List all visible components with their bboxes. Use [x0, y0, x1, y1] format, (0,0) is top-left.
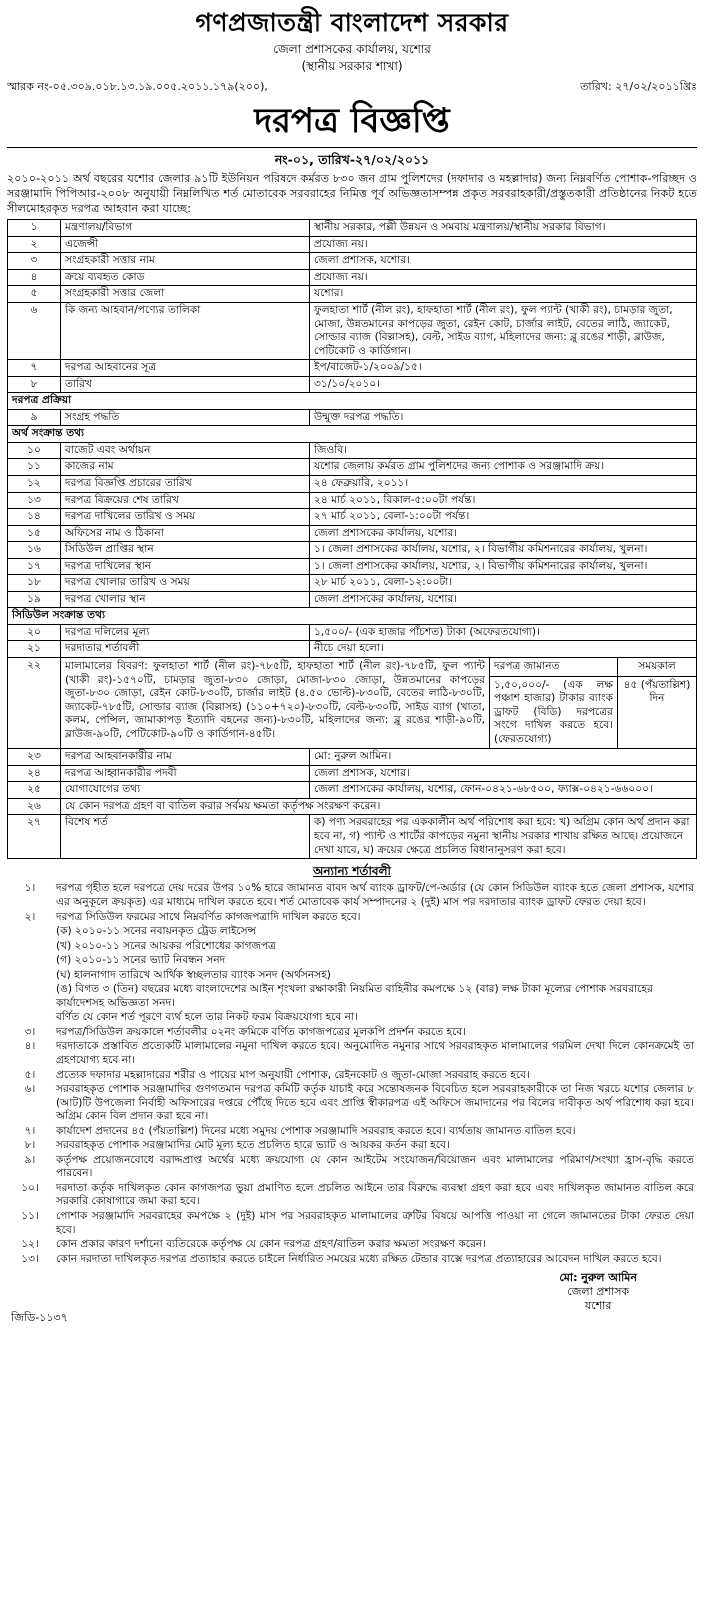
- header: [7, 8, 697, 75]
- reference-line: [7, 80, 697, 94]
- condition-text: দরপত্র গৃহীত হলে দরপত্রে দেয় দরের উপর ১০% হারে জামানত বাবদ অর্থ ব্যাংক ড্রাফট/পে-অর্ডার (যে কোন সিডিউল ব্যাংক হতে জেলা প্রশাসক, যশোর এর অনুকূলে ক্রয়কৃত) এর মাধ্যমে দাখিল করতে হবে। শর্ত মোতাবেক কার্য সম্পাদনের ২ (দুই) মাস পর দরদাতার ব্যাংক ড্রাফট ফেরত দেয়া হবে।: [56, 882, 694, 908]
- row-label: সিডিউল প্রাপ্তির স্থান: [61, 542, 310, 559]
- condition-item: [7, 1182, 697, 1210]
- row-label: দরপত্র দলিলের মূল্য: [61, 624, 310, 641]
- row-number: ১৯: [8, 591, 61, 608]
- guarantee-heading: দরপত্র জামানত: [490, 658, 618, 676]
- row-number: ২০: [8, 624, 61, 641]
- item-details-table: [61, 658, 696, 748]
- table-row: [8, 657, 697, 748]
- row-label: দরপত্র আহবানের সূত্র: [61, 360, 310, 377]
- sub-item-text: (ঘ) হালনাগাদ তারিখে আর্থিক স্বচ্ছলতার ব্যাংক সনদ (অর্থসনসহ): [56, 968, 331, 981]
- condition-sub-item: [7, 954, 697, 969]
- row-value: ফুলহাতা শার্ট (নীল রং), হাফহাতা শার্ট (নীল রং), ফুল প্যান্ট (খাকী রং), চামড়ার জুতা, মোজা, উন্নতমানের কাপড়ের জুতা, রেইন কোট, চার্জার লাইট, বেতের লাঠি, জ্যাকেট, সোল্ডার ব্যাজ (বিল্লাসহ), বেল্ট, সাইড ব্যাগ, মহিলাদের জন্য: ব্লু রঙের শাড়ী, ব্লাউজ, পেটিকোট ও কার্ডিগান।: [310, 302, 697, 359]
- condition-text: কার্যাদেশ প্রদানের ৪৫ (পঁয়তাল্লিশ) দিনের মধ্যে সমুদয় পোশাক সরঞ্জামাদি সরবরাহ করতে হবে। ব্যর্থতায় জামানত বাতিল হবে।: [56, 1124, 576, 1137]
- row-label: দরপত্র খোলার স্থান: [61, 591, 310, 608]
- condition-item: [7, 911, 697, 926]
- table-row: [8, 558, 697, 575]
- row-label: অফিসের নাম ও ঠিকানা: [61, 525, 310, 542]
- row-number: ৯: [8, 409, 61, 426]
- signature-block: [559, 1271, 637, 1313]
- row-value: ২৭ মার্চ ২০১১, বেলা-১:০০টা পর্যন্ত।: [310, 509, 697, 526]
- row-value: জেলা প্রশাসক, যশোর।: [310, 765, 697, 782]
- row-number: ৮: [8, 376, 61, 393]
- table-row: [8, 591, 697, 608]
- table-row: [8, 525, 697, 542]
- section-label: সিডিউল সংক্রান্ত তথ্য: [8, 608, 697, 625]
- condition-item: [7, 1083, 697, 1125]
- condition-number: ১২।: [21, 1238, 39, 1251]
- row-label: দরপত্র দাখিলের তারিখ ও সময়: [61, 509, 310, 526]
- memo-date: তারিখ: ২৭/০২/২০১১খ্রিঃ: [580, 79, 697, 93]
- row-value: জেলা প্রশাসকের কার্যালয়, যশোর।: [310, 525, 697, 542]
- table-row: [8, 376, 697, 393]
- row-label: কাজের নাম: [61, 459, 310, 476]
- condition-number: ১৩।: [21, 1252, 39, 1265]
- row-number: ১৮: [8, 575, 61, 592]
- condition-number: ১০।: [21, 1181, 39, 1194]
- condition-item: [7, 1026, 697, 1041]
- condition-sub-item: [7, 1011, 697, 1026]
- condition-sub-item: [7, 940, 697, 955]
- condition-text: কোন দরদাতা দাখিলকৃত দরপত্র প্রত্যাহার করতে চাইলে নির্ধারিত সময়ের মধ্যে রক্ষিত টেন্ডার বাক্সে দরপত্র প্রত্যাহারের আবেদন দাখিল করতে হবে।: [56, 1252, 662, 1265]
- condition-item: [7, 1253, 697, 1268]
- condition-text: কর্তৃপক্ষ প্রয়োজনবোধে বরাদ্দপ্রাপ্ত অর্থের মধ্যে ক্রয়যোগ্য যে কোন আইটেম সংযোজন/বিয়োজন এবং মালামালের পরিমাণ/সংখ্যা হ্রাস-বৃদ্ধি করতে পারবেন।: [56, 1153, 694, 1180]
- signatory-name: মো: নুরুল আমিন: [559, 1271, 637, 1285]
- row-label: দরদাতার শর্তাবলী: [61, 641, 310, 658]
- row-value: জিওবি।: [310, 442, 697, 459]
- row-value: ১,৫০০/- (এক হাজার পাঁচশত) টাকা (অফেরতযোগ্য)।: [310, 624, 697, 641]
- condition-item: [7, 1069, 697, 1084]
- table-row: [8, 459, 697, 476]
- table-row: [8, 442, 697, 459]
- row-number: ১৪: [8, 509, 61, 526]
- row-number: ২১: [8, 641, 61, 658]
- row-value: ১। জেলা প্রশাসকের কার্যালয়, যশোর, ২। বিভাগীয় কমিশনারের কার্যালয়, খুলনা।: [310, 542, 697, 559]
- table-row: [8, 475, 697, 492]
- row-label: দরপত্র বিজ্ঞপ্তি প্রচারের তারিখ: [61, 475, 310, 492]
- condition-sub-item: [7, 925, 697, 940]
- row-value: মো: নুরুল আমিন।: [310, 749, 697, 766]
- section-label: দরপত্র প্রক্রিয়া: [8, 393, 697, 410]
- table-row: [8, 269, 697, 286]
- condition-text: সরবরাহকৃত পোশাক সরঞ্জামাদির মোট মূল্য হতে প্রচলিত হারে ভ্যাট ও আয়কর কর্তন করা হবে।: [56, 1139, 450, 1152]
- other-conditions-title: অন্যান্য শর্তাবলী: [313, 864, 391, 879]
- row-number: ৭: [8, 360, 61, 377]
- item-description: মালামালের বিবরণ: ফুলহাতা শার্ট (নীল রং)-৭৮৫টি, হাফহাতা শার্ট (নীল রং)-৭৮৫টি, ফুল প্যান্ট (খাকী রং)-১৫৭০টি, চামড়ার জুতা-৮৩০ জোড়া, মোজা-৮৩০ জোড়া, উন্নতমানের কাপড়ের জুতা-৮৩০ জোড়া, রেইন কোট-৮৩০টি, চার্জার লাইট (৪.৫০ ভোল্ট)-৮৩০টি, বেতের লাঠি-৮৩০টি, জ্যাকেট-৭৮৫টি, সোল্ডার ব্যাজ (বিল্লাসহ) (১১০+৭২০)-৮৩০টি, বেল্ট-৮৩০টি, সাইড ব্যাগ (খাতা, কলম, পেন্সিল, জামাকাপড় ইত্যাদি বহনের জন্য)-৮৩০টি, মহিলাদের জন্য: ব্লু রঙের শাড়ী-৯০টি, ব্লাউজ-৯০টি, পেটিকোট-৯০টি ও কার্ডিগান-৪৫টি।: [65, 659, 485, 740]
- row-value: জেলা প্রশাসকের কার্যালয়, যশোর, ফোন-০৪২১-৬৮৫০০, ফ্যাক্স-০৪২১-৬৬০০০।: [310, 782, 697, 799]
- condition-item: [7, 1210, 697, 1238]
- condition-number: ৪।: [24, 1040, 36, 1053]
- row-number: ১০: [8, 442, 61, 459]
- row-number: ২৪: [8, 765, 61, 782]
- page-title: দরপত্র বিজ্ঞপ্তি: [254, 100, 450, 141]
- row-label: দরপত্র বিক্রয়ের শেষ তারিখ: [61, 492, 310, 509]
- branch-name: (স্থানীয় সরকার শাখা): [301, 59, 403, 74]
- row-number: ১৩: [8, 492, 61, 509]
- table-row: [8, 641, 697, 658]
- condition-text: দরপত্র সিডিউল ফরমের সাথে নিম্নবর্ণিত কাগজপত্রাদি দাখিল করতে হবে।: [56, 910, 361, 923]
- table-row: [8, 749, 697, 766]
- condition-sub-item: [7, 969, 697, 984]
- row-number: ১২: [8, 475, 61, 492]
- table-row: [8, 236, 697, 253]
- row-label: বাজেট এবং অর্থায়ন: [61, 442, 310, 459]
- condition-number: ৬।: [24, 1083, 36, 1096]
- table-row: [8, 509, 697, 526]
- table-row: [8, 624, 697, 641]
- row-label: এজেন্সী: [61, 236, 310, 253]
- row-number: ২৭: [8, 815, 61, 859]
- row-value: স্থানীয় সরকার, পল্লী উন্নয়ন ও সমবায় মন্ত্রণালয়/স্থানীয় সরকার বিভাগ।: [310, 220, 697, 237]
- condition-number: ৫।: [24, 1068, 36, 1081]
- row-label: সংগ্রহ পদ্ধতি: [61, 409, 310, 426]
- row-number: ২৫: [8, 782, 61, 799]
- row-value: প্রযোজ্য নয়।: [310, 236, 697, 253]
- row-value: যশোর জেলায় কর্মরত গ্রাম পুলিশদের জন্য পোশাক ও সরঞ্জামাদি ক্রয়।: [310, 459, 697, 476]
- footer-code: জিডি-১১৩৭: [11, 1311, 68, 1325]
- condition-sub-item: [7, 983, 697, 1011]
- condition-number: ৭।: [24, 1124, 36, 1137]
- tender-notice-page: [7, 0, 697, 1327]
- condition-text: কোন প্রকার কারণ দর্শানো ব্যতিরেকে কর্তৃপক্ষ যে কোন দরপত্র গ্রহণ/বাতিল করার ক্ষমতা সংরক্ষণ করেন।: [56, 1238, 487, 1251]
- row-number: ১৬: [8, 542, 61, 559]
- row-text: যে কোন দরপত্র গ্রহণ বা বাতিল করার সর্বময় ক্ষমতা কর্তৃপক্ষ সংরক্ষণ করেন।: [61, 798, 697, 815]
- row-value: ক) পণ্য সরবরাহের পর এককালীন অর্থ পরিশোধ করা হবে: খ) অগ্রিম কোন অর্থ প্রদান করা হবে না, গ) প্যান্ট ও শার্টের কাপড়ের নমুনা স্থানীয় সরকার শাখায় রক্ষিত আছে। প্রয়োজনে দেখা যাবে, ঘ) ক্রয়ের ক্ষেত্রে প্রচলিত বিধানানুসরণ করা হবে।: [310, 815, 697, 859]
- duration-value: ৪৫ (পঁয়তাল্লিশ) দিন: [618, 676, 697, 748]
- row-number: ৬: [8, 302, 61, 359]
- table-row: [8, 220, 697, 237]
- notice-number: নং-০১, তারিখ-২৭/০২/২০১১: [274, 151, 430, 167]
- row-value: প্রযোজ্য নয়।: [310, 269, 697, 286]
- condition-text: পোশাক সরঞ্জামাদি সরবরাহের কমপক্ষে ২ (দুই) মাস পর সরবরাহকৃত মালামালের ত্রুটির বিষয়ে আপত্তি পাওয়া না গেলে জামানতের টাকা ফেরত দেয়া হবে।: [56, 1210, 694, 1236]
- row-value: ২৪ মার্চ ২০১১, বিকাল-৫:০০টা পর্যন্ত।: [310, 492, 697, 509]
- row-value: উন্মুক্ত দরপত্র পদ্ধতি।: [310, 409, 697, 426]
- row-label: দরপত্র আহবানকারীর নাম: [61, 749, 310, 766]
- table-row: [8, 765, 697, 782]
- row-value: জেলা প্রশাসকের কার্যালয়, যশোর।: [310, 591, 697, 608]
- sub-item-text: (ক) ২০১০-১১ সনের নবায়নকৃত ট্রেড লাইসেন্স: [56, 925, 256, 938]
- table-row: [8, 286, 697, 303]
- row-value: ২৮ মার্চ ২০১১, বেলা-১২:০০টা।: [310, 575, 697, 592]
- table-row: [8, 575, 697, 592]
- table-row: [8, 815, 697, 859]
- condition-number: ৩।: [24, 1025, 36, 1038]
- row-number: ২: [8, 236, 61, 253]
- condition-item: [7, 1154, 697, 1182]
- condition-item: [7, 1139, 697, 1154]
- row-number: ১৫: [8, 525, 61, 542]
- signatory-place: যশোর: [584, 1299, 612, 1313]
- condition-text: দরদাতা কর্তৃক দাখিলকৃত কোন কাগজপত্র ভুয়া প্রমাণিত হলে প্রচলিত আইনে তার বিরুদ্ধে ব্যবস্থা গ্রহণ করা হবে এবং দাখিলকৃত জামানত বাতিল করে সরকারি কোষাগারে জমা করা হবে।: [56, 1181, 694, 1208]
- row-number: ৪: [8, 269, 61, 286]
- guarantee-value: ১,৫০,০০০/- (এক লক্ষ পঞ্চাশ হাজার) টাকার ব্যাংক ড্রাফট (বিডি) দরপত্রের সংগে দাখিল করতে হবে। (ফেরতযোগ্য): [490, 676, 618, 748]
- condition-number: ২।: [24, 910, 36, 923]
- row-number: ২২: [8, 657, 61, 748]
- row-value: জেলা প্রশাসক, যশোর।: [310, 253, 697, 270]
- table-row: [8, 360, 697, 377]
- condition-item: [7, 882, 697, 910]
- condition-text: প্রত্যেক দফাদার মহল্লাদারের শরীর ও পায়ের মাপ অনুযায়ী পোশাক, রেইনকোট ও জুতা-মোজা সরবরাহ করতে হবে।: [56, 1068, 530, 1081]
- row-label: বিশেষ শর্ত: [61, 815, 310, 859]
- section-row: [8, 608, 697, 625]
- row-label: দরপত্র আহ্বানকারীর পদবী: [61, 765, 310, 782]
- duration-heading: সময়কাল: [618, 658, 697, 676]
- row-number: ৩: [8, 253, 61, 270]
- row-number: ১১: [8, 459, 61, 476]
- condition-number: ১১।: [21, 1210, 39, 1223]
- row-number: ২৬: [8, 798, 61, 815]
- memo-number: স্মারক নং-০৫.৩০৯.০১৮.১৩.১৯.০০৫.২০১১.১৭৯(২০০),: [7, 79, 268, 93]
- section-row: [8, 393, 697, 410]
- row-number: ১৭: [8, 558, 61, 575]
- row-label: তারিখ: [61, 376, 310, 393]
- section-row: [8, 426, 697, 443]
- row-value: ৩১/১০/২০১০।: [310, 376, 697, 393]
- tender-table: [7, 219, 697, 859]
- condition-text: সরবরাহকৃত পোশাক সরঞ্জামাদির গুণগতমান দরপত্র কমিটি কর্তৃক যাচাই করে সন্তোষজনক বিবেচিত হলে সরবরাহকারীকে তা নিজ খরচে যশোর জেলার ৮ (আট)টি উপজেলা নির্বাহী অফিসারের দপ্তরে পৌঁছে দিতে হবে এবং প্রাপ্তি স্বীকারপত্র এই অফিসে জমাদানের পর বিলের দাবীকৃত অর্থ পরিশোধ করা হবে। অগ্রিম কোন বিল প্রদান করা হবে না।: [56, 1083, 694, 1123]
- row-label: মন্ত্রণালয়/বিভাগ: [61, 220, 310, 237]
- row-value: ২৪ ফেব্রুয়ারি, ২০১১।: [310, 475, 697, 492]
- row-label: দরপত্র খোলার তারিখ ও সময়: [61, 575, 310, 592]
- row-label: দরপত্র দাখিলের স্থান: [61, 558, 310, 575]
- table-row: [8, 492, 697, 509]
- table-row: [8, 782, 697, 799]
- section-label: অর্থ সংক্রান্ত তথ্য: [8, 426, 697, 443]
- conditions-list: [7, 882, 697, 1267]
- row-value: ইপ/বাজেট-১/২০০৯/১৫।: [310, 360, 697, 377]
- government-name: গণপ্রজাতন্ত্রী বাংলাদেশ সরকার: [195, 8, 509, 37]
- office-name: জেলা প্রশাসকের কার্যালয়, যশোর: [273, 42, 431, 56]
- table-row: [8, 798, 697, 815]
- row-label: কি জন্য আহবান/পণ্যের তালিকা: [61, 302, 310, 359]
- row-value: নীচে দেয়া হলো।: [310, 641, 697, 658]
- condition-item: [7, 1238, 697, 1253]
- signature-area: [7, 1267, 697, 1327]
- row-number: ১: [8, 220, 61, 237]
- row-value: যশোর।: [310, 286, 697, 303]
- divider: [7, 147, 697, 148]
- table-row: [8, 542, 697, 559]
- row-label: ক্রয়ে ব্যবহৃত কোড: [61, 269, 310, 286]
- condition-number: ৮।: [24, 1139, 36, 1152]
- table-row: [8, 253, 697, 270]
- condition-text: দরপত্র/সিডিউল ক্রয়কালে শর্তাবলীর ০২নং ক্রমিকে বর্ণিত কাগজপত্রের মূলকপি প্রদর্শন করতে হবে।: [56, 1025, 467, 1038]
- table-row: [8, 302, 697, 359]
- row-label: যোগাযোগের তথ্য: [61, 782, 310, 799]
- sub-item-text: (খ) ২০১০-১১ সনের আয়কর পরিশোধের কাগজপত্র: [56, 939, 276, 952]
- sub-item-text: বর্ণিত যে কোন শর্ত পূরণে ব্যর্থ হলে তার নিকট ফরম বিক্রয়যোগ্য হবে না।: [56, 1011, 358, 1024]
- signatory-designation: জেলা প্রশাসক: [567, 1285, 630, 1299]
- intro-paragraph: ২০১০-২০১১ অর্থ বছরের যশোর জেলার ৯১টি ইউনিয়ন পরিষদে কর্মরত ৮৩০ জন গ্রাম পুলিশদের (দফাদার ও মহল্লাদার) জন্য নিম্নবর্ণিত পোশাক-পরিচ্ছদ ও সরঞ্জামাদি পিপিআর-২০০৮ অনুযায়ী নিম্নলিখিত শর্ত মোতাবেক সরবরাহের নিমিত্ত পূর্ব অভিজ্ঞতাসম্পন্ন প্রকৃত সরবরাহকারী/প্রস্তুতকারী প্রতিষ্ঠানের নিকট হতে সীলমোহরকৃত দরপত্র আহবান করা যাচ্ছে:: [7, 171, 697, 216]
- condition-number: ৯।: [24, 1153, 36, 1166]
- sub-item-text: (গ) ২০১০-১১ সনের ভ্যাট নিবন্ধন সনদ: [56, 954, 226, 967]
- row-label: সংগ্রহকারী সত্তার নাম: [61, 253, 310, 270]
- condition-item: [7, 1040, 697, 1068]
- sub-item-text: (ঙ) বিগত ৩ (তিন) বছরের মধ্যে বাংলাদেশের আইন শৃংখলা রক্ষাকারী নিয়মিত বাহিনীর কমপক্ষে ১২ (বার) লক্ষ টাকা মূল্যের পোশাক সরবরাহের কার্যাদেশসহ অভিজ্ঞতা সনদ।: [56, 983, 653, 1009]
- row-number: ২৩: [8, 749, 61, 766]
- condition-item: [7, 1125, 697, 1140]
- row-number: ৫: [8, 286, 61, 303]
- row-label: সংগ্রহকারী সত্তার জেলা: [61, 286, 310, 303]
- condition-number: ১।: [24, 882, 36, 895]
- condition-text: দরদাতাকে প্রস্তাবিত প্রত্যেকটি মালামালের নমুনা দাখিল করতে হবে। অনুমোদিত নমুনার সাথে সরবরাহকৃত মালামালের গরমিল দেখা দিলে কোনক্রমেই তা গ্রহণযোগ্য হবে না।: [56, 1040, 694, 1067]
- table-row: [8, 409, 697, 426]
- row-value: ১। জেলা প্রশাসকের কার্যালয়, যশোর, ২। বিভাগীয় কমিশনারের কার্যালয়, খুলনা।: [310, 558, 697, 575]
